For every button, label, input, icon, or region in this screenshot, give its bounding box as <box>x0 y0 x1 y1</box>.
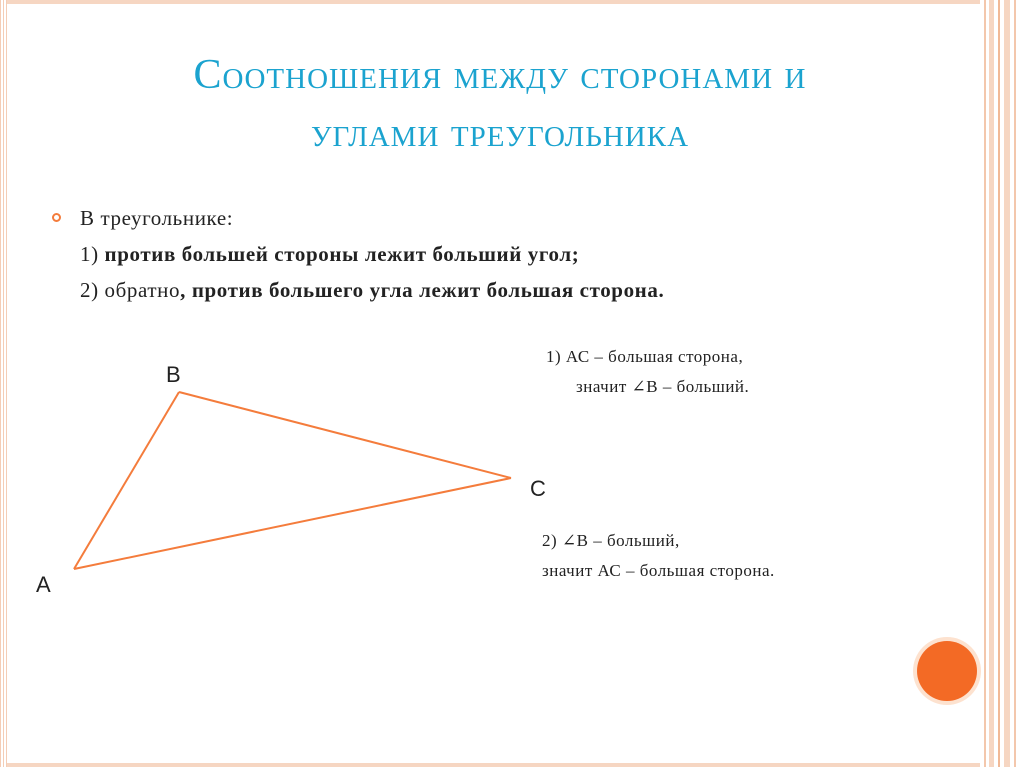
theorem-bullet <box>52 200 952 308</box>
title-line-1: Соотношения между сторонами и <box>193 52 807 98</box>
vertex-c-label: C <box>530 476 546 501</box>
bullet-text <box>80 200 952 308</box>
bullet-intro: В треугольнике: <box>80 206 234 230</box>
frame-right-stripes <box>980 0 1024 767</box>
frame-top-border <box>7 0 980 4</box>
bullet-item-2 <box>80 272 952 308</box>
note-1-line-2: значит ∠В – больший. <box>576 377 750 396</box>
side-ab <box>74 392 179 569</box>
item-1-prefix: 1) <box>80 242 105 266</box>
vertex-a-label: A <box>36 572 51 597</box>
frame-bottom-border <box>7 763 980 767</box>
triangle-svg <box>0 340 560 620</box>
slide-title <box>60 46 940 162</box>
note-1-line-1: 1) АС – большая сторона, <box>546 347 744 366</box>
side-bc <box>179 392 511 478</box>
item-2-prefix: 2) обратно <box>80 278 181 302</box>
note-2 <box>542 526 775 586</box>
triangle-diagram <box>0 340 560 620</box>
note-2-line-1: 2) ∠В – больший, <box>542 531 680 550</box>
decorative-circle <box>917 641 977 701</box>
bullet-circle-icon <box>52 213 61 222</box>
title-line-2: углами треугольника <box>310 110 690 156</box>
side-ac <box>74 478 511 569</box>
item-1-bold: против большей стороны лежит больший угол; <box>104 242 580 266</box>
item-2-bold: , против большего угла лежит большая сторона. <box>180 278 665 302</box>
note-1 <box>546 342 749 402</box>
note-2-line-2: значит АС – большая сторона. <box>542 561 775 580</box>
bullet-item-1 <box>80 236 952 272</box>
vertex-b-label: B <box>166 362 181 387</box>
